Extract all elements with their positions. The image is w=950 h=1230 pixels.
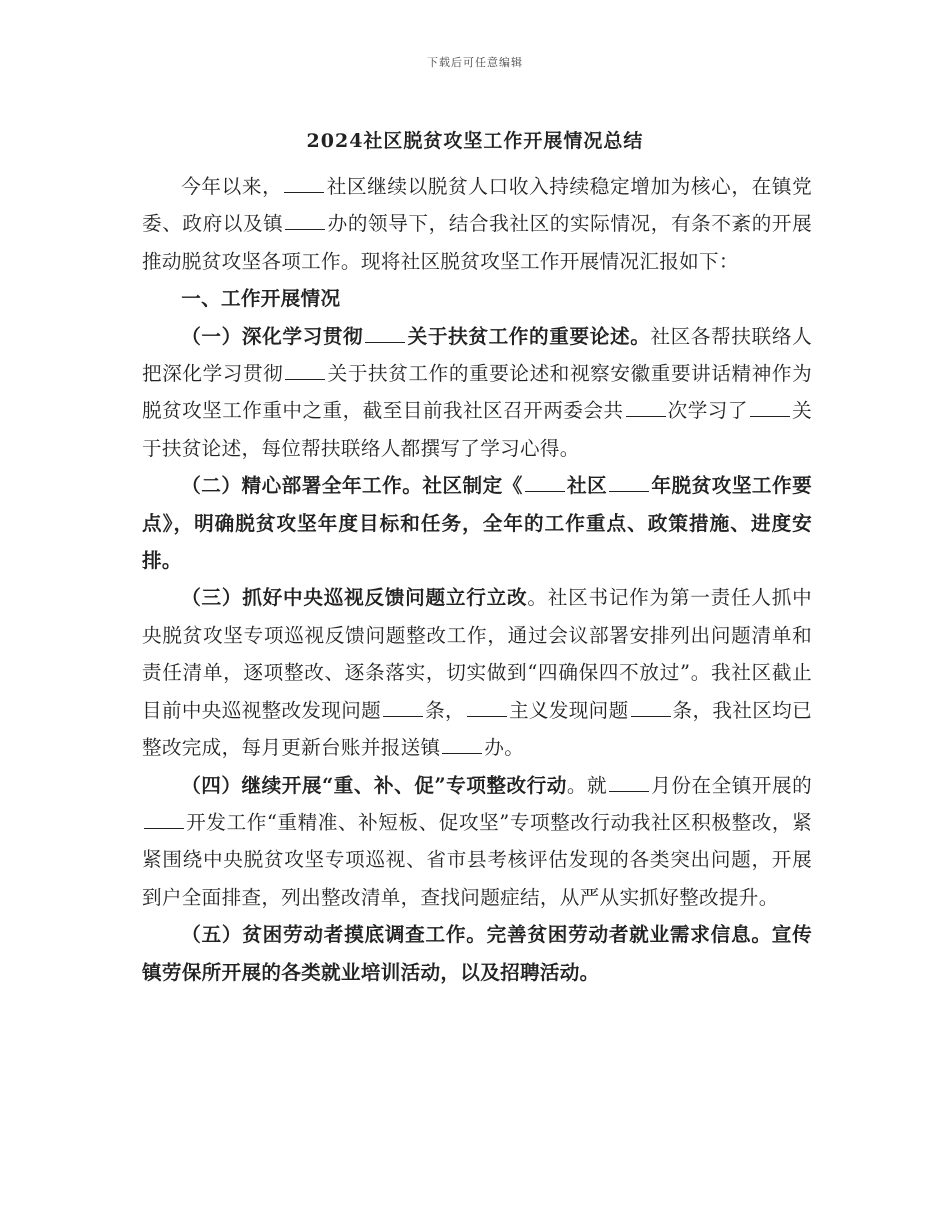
header-note: 下载后可任意编辑	[427, 56, 523, 69]
intro-paragraph	[142, 168, 812, 280]
item-2-text-c: 年脱贫攻坚工作要点》，明确脱贫攻坚年度目标和任务，全年的工作重点、政策措施、进度安排。	[142, 474, 813, 573]
blank	[626, 396, 666, 418]
item-3-heading-end: 。	[527, 586, 548, 610]
item-3-text-e: 办。	[484, 736, 525, 760]
item-2-text-a: （二）精心部署全年工作。社区制定《	[181, 474, 523, 498]
item-1-heading-a: （一）深化学习贯彻	[181, 324, 364, 348]
item-3-text-a: 社区书记作为第一责任人抓中央脱贫攻坚专项巡视反馈问题整改工作，通过会议部署安排列出问题清单和责任清单，逐项整改、逐条落实，切实做到“四确保四不放过”。我社区截止目前中央巡视整改发现问题	[142, 586, 812, 722]
item-3-text-b: 条，	[425, 698, 465, 722]
intro-text-a: 今年以来，	[181, 175, 283, 198]
item-3-text-d: 条，我社区均已整改完成，每月更新台账并报送镇	[142, 698, 812, 760]
item-1-text-c: 次学习了	[667, 399, 748, 423]
item-3-paragraph	[142, 579, 812, 766]
item-4-heading: （四）继续开展“重、补、促”专项整改行动	[181, 773, 567, 797]
item-1-text-a: 社区各帮扶联络人把深化学习贯彻	[142, 324, 812, 386]
item-4-heading-end: 。	[566, 773, 587, 797]
document-title: 2024社区脱贫攻坚工作开展情况总结	[306, 130, 644, 152]
blank	[285, 209, 325, 231]
blank	[467, 695, 507, 717]
item-4-text-c: 开发工作“重精准、补短板、促攻坚”专项整改行动我社区积极整改，紧紧围绕中央脱贫攻坚专项巡视、省市县考核评估发现的各类突出问题，开展到户全面排查，列出整改清单，查找问题症结，从严从实抓好整改提升。	[142, 810, 812, 909]
item-3-heading: （三）抓好中央巡视反馈问题立行立改	[181, 586, 528, 610]
blank	[750, 396, 790, 418]
item-1-text-b: 关于扶贫工作的重要论述和视察安徽重要讲话精神作为脱贫攻坚工作重中之重，截至目前我社区召开两委会共	[142, 362, 812, 423]
intro-text-c: 办的领导下，结合我社区的实际情况，有条不紊的开展推动脱贫攻坚各项工作。现将社区脱贫攻坚工作开展情况汇报如下：	[142, 212, 812, 273]
item-3-text-c: 主义发现问题	[508, 698, 629, 722]
blank	[144, 807, 184, 829]
blank	[285, 358, 325, 380]
blank	[631, 695, 671, 717]
item-4-paragraph	[142, 767, 812, 917]
item-5-paragraph: （五）贫困劳动者摸底调查工作。完善贫困劳动者就业需求信息。宣传镇劳保所开展的各类就业培训活动，以及招聘活动。	[142, 923, 812, 984]
item-4-text-a: 就	[586, 773, 608, 797]
blank	[383, 695, 423, 717]
blank	[609, 471, 649, 493]
blank	[284, 171, 324, 193]
item-1-paragraph	[142, 318, 812, 468]
item-1-text-d: 关于扶贫论述，每位帮扶联络人都撰写了学习心得。	[142, 399, 812, 460]
intro-text-b: 社区继续以脱贫人口收入持续稳定增加为核心，在镇党委、政府以及镇	[142, 175, 813, 236]
item-1-heading-b: 关于扶贫工作的重要论述	[407, 324, 631, 348]
document-body	[142, 168, 812, 991]
item-2-paragraph	[142, 467, 812, 579]
section-heading: 一、工作开展情况	[181, 287, 341, 311]
blank	[365, 321, 405, 343]
item-1-heading-end: 。	[630, 324, 651, 348]
item-2-text-b: 社区	[566, 474, 608, 498]
blank	[525, 471, 565, 493]
blank	[609, 770, 649, 792]
blank	[442, 733, 482, 755]
item-4-text-b: 月份在全镇开展的	[651, 773, 812, 797]
